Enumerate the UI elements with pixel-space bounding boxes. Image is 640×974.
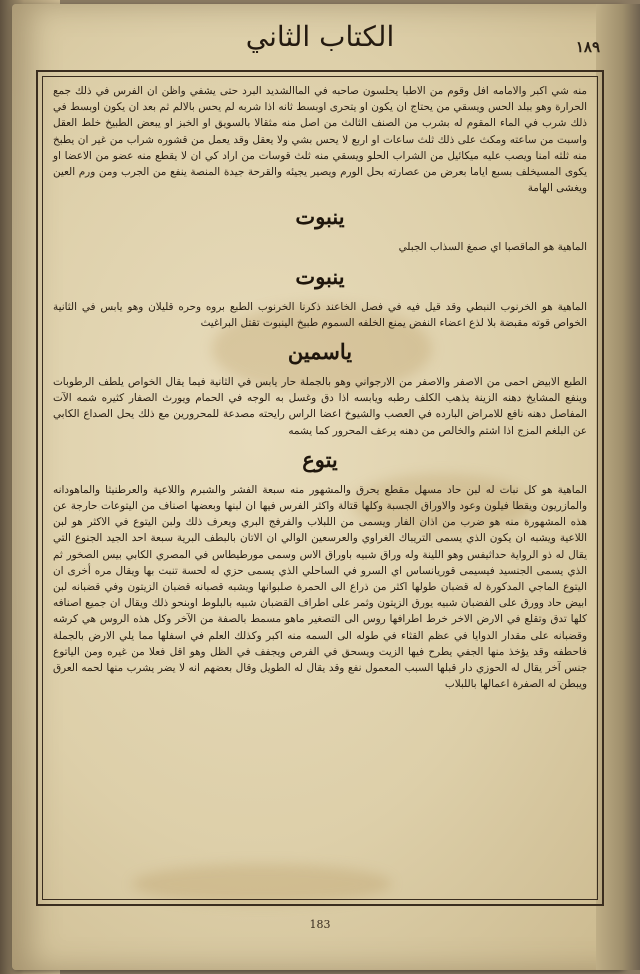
page-header	[40, 14, 600, 70]
text-body	[42, 76, 598, 900]
entry-title-4: يتوع	[302, 446, 338, 472]
intro-paragraph: منه شي اكبر والامامه افل وقوم من الاطبا يحلسون صاحبه في الماالشديد البرد حتى يشفي واظن ان الفرس في ذلك جمع الحرارة وهو ببلد الحس ويسقي من يحتاج ان يكون او يتحرى اوبسط ثانه اذا شربه لم يحس بالالم ثم بعد ان يكون اوبسط في ذلك شرب في الماء المقوم له بشرب من الصنف الثالث من اصل منه مثقالا بالسويق او الخبز او يبعض الطبيخ خلط العقل واسبت من ساعته ومكث على ذلك ثلث ساعات او اربع لا يحس بشي ولا يعقل وقد يعمل من قشوره شراب من غير ان يطبخ منه ثلثه امنا ويصب عليه ميكائيل من الشراب الحلو ويسقي منه ثلث قوسات من اراد كي ان لا يقطع منه عضو من الاعضا او يكوى المسيخلف بسبع اياما بعرض من عصارته بحل الورم ويصير يجيئه والقرحة جيدة المنصة ينفع من الجرب ومن ورم العين ويغشى الهامة	[53, 85, 587, 195]
entry-text-3: الطبع الابيض احمى من الاصفر والاصفر من الارجواني وهو بالجملة حار يابس في الثانية فيما يقال الخواص يلطف الرطوبات وينفع المشايخ دهنه الزينة يذهب الكلف رطبه ويابسه اذا دق وغسل به الوجه في الحمام ويورث الصفار كثيره شمه الآت المفاصل دهنه نافع للامراض البارده في العصب والشيوخ اعضا الراس رايحته مصدعة للمحرورين مع ذلك يحل الصداع الكابي عن البلغم المزج اذا اشتم والخالص من دهنه يرعف المحرور كما يشمه	[53, 376, 587, 437]
entry-title-1: ينبوت	[295, 204, 345, 230]
entry-text-2: الماهية هو الخرنوب النبطي وقد قيل فيه في فصل الخاعند ذكرنا الخرنوب الطبع بروه وحره قليلان وهو يابس في الثانية الخواص قوته مقبضة بلا لذع اعضاء النفض يمنع الخلفه السموم طبيخ الينبوت تقتل البراغيث	[53, 300, 587, 329]
entry-text-4: الماهية هو كل نبات له لبن حاد مسهل مقطع يحرق والمشهور منه سبعة الفشر والشبرم واللاعية والعرطنيثا والماهودانه والمازريون ويقطا فيلون وعود والاوراق الجسبة وكلها قتالة واكثر الفرس فيها ان لبنها وبعضها اصناف من اليتوعات حارجة عن هذه المشهورة منه هو ضرب من اذان الفار ويسمى من اللبلاب والفرفج البري ويعرف ذلك ولبن اليتوع في الاكثر هو لبن اللاعية ويشبه ان يكون الذي يسمى التريباك الغراوي والعرسعين الوالي ان الاتان بالبطف البرية سبعة احد الجيد الجنوع التي يقال له ذو الرواية حداثيفس وهو اللينة وله وراق شبيه باوراق الاس وسمى مورطيطاس في المصري الكابي بيس الصخور ثم الذي يسمى الجنسيد فيسيمى قوريانساس اي السرو في الساحلي الذي يسمى حزي له لحسة تنبت بها ويقال مره أخرى ان اليتوع الماجي المدكورة له قضبان طولها اكثر من ذراع الى الحمرة صلبوانها ويشبه قصبانه قضبان الزيتون وفي قضبانه لبن ابيض حاد وورق على الفضبان شبيه يورق الزيتون وثمر على اطراف القضبان شبيه بالبلوط اوبنحو ذلك ويقال ان جميع اصنافه كلها تدق وتقلع في الارض الاخر خرط اطرافها روس الى التصغير ماهو مسمط بالصفة من الآخر وكل هذه الروس هي كرشه وقضبانه على مقدار الدوايا في عظم القثاء في طوله الى السمه منه اكبر وكذلك العلم في اسفلها مما يلي الارض بالجملة فاحطفه وقد يؤخذ منها الجفي يطرح فيها الزيت ويسحق في الفرص ويجفف في الظل وهو اقل فعلا من غيره ومن الياتوع جنس آخر يقال له الحوزي دار قبلها السبب المعمول نفع وقد يقال له الطويل وقال بعضهم انه لا يضر يشرب منها لحمه العرق ويبطن له الصفرة اعمالها باللبلاب	[53, 483, 587, 691]
entry-title-2: ينبوت	[295, 263, 345, 289]
footer-number: 183	[309, 918, 331, 931]
book-title: الكتاب الثاني	[245, 20, 395, 53]
entry-title-3: ياسمين	[287, 339, 353, 365]
entry-text-1: الماهية هو الماقصبا اي صمغ السذاب الجبلي	[398, 241, 587, 254]
page-number: ١٨٩	[575, 38, 600, 56]
text-frame	[36, 70, 604, 906]
